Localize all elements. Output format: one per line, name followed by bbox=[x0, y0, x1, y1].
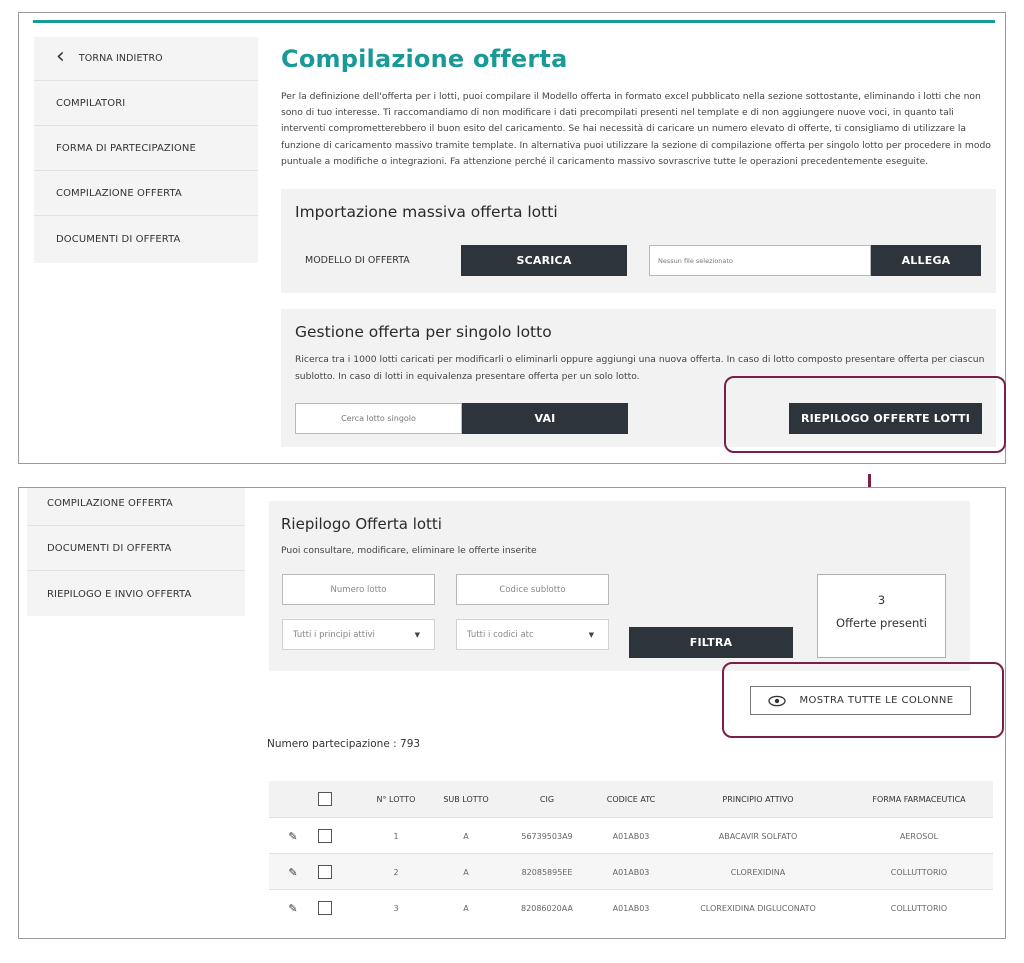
participation-number: Numero partecipazione : 793 bbox=[267, 738, 421, 750]
lot-search-input[interactable]: Cerca lotto singolo bbox=[295, 403, 462, 434]
col-pharma-form: FORMA FARMACEUTICA bbox=[872, 794, 966, 804]
show-all-columns-label: MOSTRA TUTTE LE COLONNE bbox=[799, 695, 954, 706]
single-lot-title: Gestione offerta per singolo lotto bbox=[295, 323, 552, 341]
col-sub-lot: SUB LOTTO bbox=[443, 794, 489, 804]
col-lot-number: N° LOTTO bbox=[376, 794, 416, 804]
edit-icon[interactable]: ✎ bbox=[288, 865, 298, 879]
table-row bbox=[269, 853, 993, 889]
row-checkbox[interactable] bbox=[318, 829, 332, 843]
cell-sub-lot: A bbox=[463, 903, 469, 913]
row-checkbox[interactable] bbox=[318, 865, 332, 879]
sidebar-item-riepilogo-invio[interactable]: RIEPILOGO E INVIO OFFERTA bbox=[47, 588, 192, 600]
cell-pharma-form: COLLUTTORIO bbox=[890, 903, 948, 913]
header-accent-line bbox=[33, 20, 995, 23]
cell-atc-code: A01AB03 bbox=[612, 903, 650, 913]
highlight-show-columns bbox=[722, 662, 1004, 738]
edit-icon[interactable]: ✎ bbox=[288, 829, 298, 843]
caret-down-icon: ▼ bbox=[588, 630, 594, 639]
cell-cig: 56739503A9 bbox=[521, 831, 573, 841]
table-row bbox=[269, 889, 993, 925]
download-button[interactable]: SCARICA bbox=[461, 245, 627, 276]
cell-active-principle: ABACAVIR SOLFATO bbox=[718, 831, 798, 841]
caret-down-icon: ▼ bbox=[414, 630, 420, 639]
single-lot-description: Ricerca tra i 1000 lotti caricati per modificarli o eliminarli oppure aggiungi una nuova offerta. In caso di lotto composto presentare offerta per ciascun sublotto. In caso di lotti in equivalenza presentare offerta per un solo lotto. bbox=[295, 354, 985, 382]
offers-count-box bbox=[817, 574, 946, 658]
cell-cig: 82086020AA bbox=[521, 903, 573, 913]
offers-count-label: Offerte presenti bbox=[836, 616, 927, 630]
summary-offers-button[interactable]: RIEPILOGO OFFERTE LOTTI bbox=[789, 403, 982, 434]
row-checkbox-cell[interactable] bbox=[313, 818, 337, 854]
chevron-left-icon: ‹ bbox=[56, 44, 65, 69]
import-box-title: Importazione massiva offerta lotti bbox=[295, 203, 558, 221]
atc-codes-value: Tutti i codici atc bbox=[467, 629, 534, 640]
sidebar-item-documenti-offerta[interactable]: DOCUMENTI DI OFFERTA bbox=[56, 233, 181, 245]
cell-lot-number: 2 bbox=[393, 867, 399, 877]
cell-atc-code: A01AB03 bbox=[612, 831, 650, 841]
go-button[interactable]: VAI bbox=[462, 403, 628, 434]
cell-active-principle: CLOREXIDINA DIGLUCONATO bbox=[700, 903, 816, 913]
atc-codes-select[interactable] bbox=[456, 619, 609, 650]
summary-filter-box bbox=[269, 501, 970, 671]
cell-cig: 82085895EE bbox=[521, 867, 573, 877]
summary-title: Riepilogo Offerta lotti bbox=[281, 515, 442, 533]
offers-count: 3 bbox=[877, 593, 886, 607]
lot-number-input[interactable]: Numero lotto bbox=[282, 574, 435, 605]
back-button[interactable] bbox=[34, 37, 258, 81]
summary-subtitle: Puoi consultare, modificare, eliminare le offerte inserite bbox=[281, 545, 537, 556]
sidebar bbox=[34, 37, 258, 263]
sidebar-item-documenti-offerta[interactable]: DOCUMENTI DI OFFERTA bbox=[27, 527, 245, 571]
intro-text: Per la definizione dell'offerta per i lotti, puoi compilare il Modello offerta in formato excel pubblicato nella sezione sottostante, eliminando i lotti che non sono di tuo interesse. Ti raccomandiamo di non modificare i dati precompilati presenti nel template e di non aggiungere nuove voci, in quanto tali interventi comprometterebbero il buon esito del caricamento. Se hai necessità di caricare un numero elevato di offerte, ti consigliamo di utilizzare la funzione di caricamento massivo tramite template. In alternativa puoi utilizzare la sezione di compilazione offerta per singolo lotto per procedere in modo puntuale a modifiche o integrazioni. Fa attenzione perché il caricamento massivo sovrascrive tutte le operazioni precedentemente eseguite. bbox=[281, 91, 991, 167]
sidebar bbox=[27, 488, 245, 616]
row-checkbox[interactable] bbox=[318, 901, 332, 915]
cell-atc-code: A01AB03 bbox=[612, 867, 650, 877]
filter-button[interactable]: FILTRA bbox=[629, 627, 793, 658]
cell-lot-number: 1 bbox=[393, 831, 399, 841]
sublot-code-input[interactable]: Codice sublotto bbox=[456, 574, 609, 605]
page-title: Compilazione offerta bbox=[281, 45, 568, 73]
col-cig: CIG bbox=[539, 794, 555, 804]
attach-button[interactable]: ALLEGA bbox=[871, 245, 981, 276]
row-checkbox-cell[interactable] bbox=[313, 854, 337, 890]
file-input[interactable]: Nessun file selezionato bbox=[649, 245, 871, 276]
select-all-checkbox-cell[interactable] bbox=[313, 781, 337, 817]
offer-model-label: MODELLO DI OFFERTA bbox=[305, 255, 410, 266]
table-header bbox=[269, 781, 993, 817]
back-label: TORNA INDIETRO bbox=[78, 53, 163, 64]
sidebar-item-compilatori[interactable]: COMPILATORI bbox=[34, 82, 258, 126]
active-principles-value: Tutti i principi attivi bbox=[293, 629, 375, 640]
highlight-summary-button bbox=[724, 376, 1006, 453]
cell-lot-number: 3 bbox=[393, 903, 399, 913]
edit-icon[interactable]: ✎ bbox=[288, 901, 298, 915]
table-row bbox=[269, 817, 993, 853]
active-principles-select[interactable] bbox=[282, 619, 435, 650]
cell-sub-lot: A bbox=[463, 867, 469, 877]
cell-active-principle: CLOREXIDINA bbox=[730, 867, 786, 877]
select-all-checkbox[interactable] bbox=[318, 792, 332, 806]
sidebar-item-compilazione-offerta[interactable]: COMPILAZIONE OFFERTA bbox=[27, 482, 245, 526]
sidebar-item-forma-partecipazione[interactable]: FORMA DI PARTECIPAZIONE bbox=[34, 127, 258, 171]
col-atc-code: CODICE ATC bbox=[606, 794, 656, 804]
col-active-principle: PRINCIPIO ATTIVO bbox=[722, 794, 794, 804]
row-checkbox-cell[interactable] bbox=[313, 890, 337, 926]
import-box bbox=[281, 189, 996, 293]
cell-pharma-form: COLLUTTORIO bbox=[890, 867, 948, 877]
sidebar-item-compilazione-offerta[interactable]: COMPILAZIONE OFFERTA bbox=[34, 172, 258, 216]
cell-sub-lot: A bbox=[463, 831, 469, 841]
cell-pharma-form: AEROSOL bbox=[899, 831, 939, 841]
